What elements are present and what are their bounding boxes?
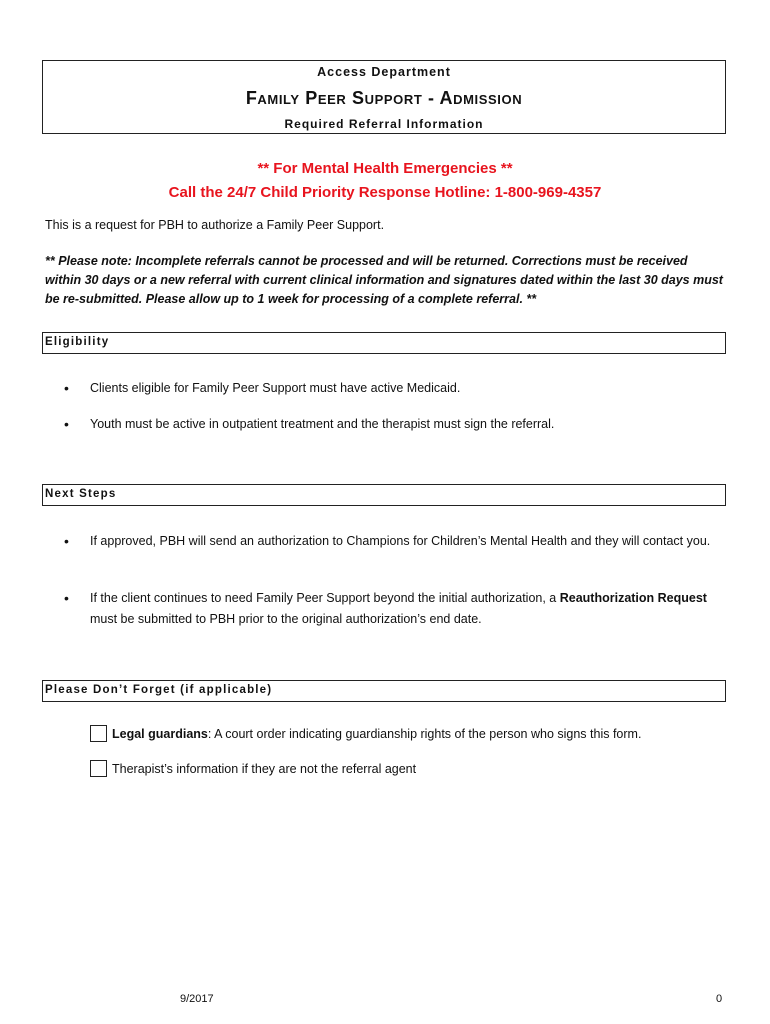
legal-guardians-checkbox[interactable]: [90, 725, 107, 742]
emergency-heading: ** For Mental Health Emergencies **: [257, 160, 513, 177]
list-item-text: If approved, PBH will send an authorization to Champions for Children’s Mental Health and they will contact you.: [90, 534, 711, 548]
form-subtitle: Required Referral Information: [284, 117, 484, 131]
emergency-hotline: Call the 24/7 Child Priority Response Hotline: 1-800-969-4357: [168, 184, 602, 201]
department-label: Access Department: [317, 65, 451, 79]
intro-text: This is a request for PBH to authorize a Family Peer Support.: [45, 218, 385, 232]
list-item-text-pre: If the client continues to need Family Peer Support beyond the initial authorization, a: [90, 591, 560, 605]
bullet-icon: •: [64, 416, 69, 432]
checkbox-label: Therapist’s information if they are not the referral agent: [112, 762, 417, 776]
eligibility-section-header: Eligibility: [42, 332, 726, 354]
bullet-icon: •: [64, 533, 69, 549]
next-steps-section-header: Next Steps: [42, 484, 726, 506]
bullet-icon: •: [64, 380, 69, 396]
checkbox-label: [112, 725, 641, 743]
legal-guardians-description: : A court order indicating guardianship rights of the person who signs this form.: [207, 727, 642, 741]
list-item-text: Clients eligible for Family Peer Support must have active Medicaid.: [90, 381, 461, 395]
legal-guardians-term: Legal guardians: [112, 727, 208, 741]
form-title: Family Peer Support - Admission: [245, 88, 523, 108]
processing-note: ** Please note: Incomplete referrals cannot be processed and will be returned. Corrections must be received within 30 days or a new referral with current clinical information and signatures dated within the last 30 days must be re-submitted. Please allow up to 1 week for processing of a complete referral. **: [45, 254, 723, 306]
header-box: [42, 60, 726, 134]
list-item-text: [90, 588, 718, 630]
list-item-text: Youth must be active in outpatient treatment and the therapist must sign the referral.: [90, 417, 555, 431]
reauthorization-request-term: Reauthorization Request: [559, 591, 707, 605]
therapist-info-checkbox[interactable]: [90, 760, 107, 777]
footer-date: 9/2017: [180, 993, 214, 1005]
list-item-text-post: must be submitted to PBH prior to the original authorization’s end date.: [90, 612, 482, 626]
dont-forget-section-header: Please Don’t Forget (if applicable): [42, 680, 726, 702]
bullet-icon: •: [64, 590, 69, 606]
page-number: 0: [716, 993, 723, 1005]
